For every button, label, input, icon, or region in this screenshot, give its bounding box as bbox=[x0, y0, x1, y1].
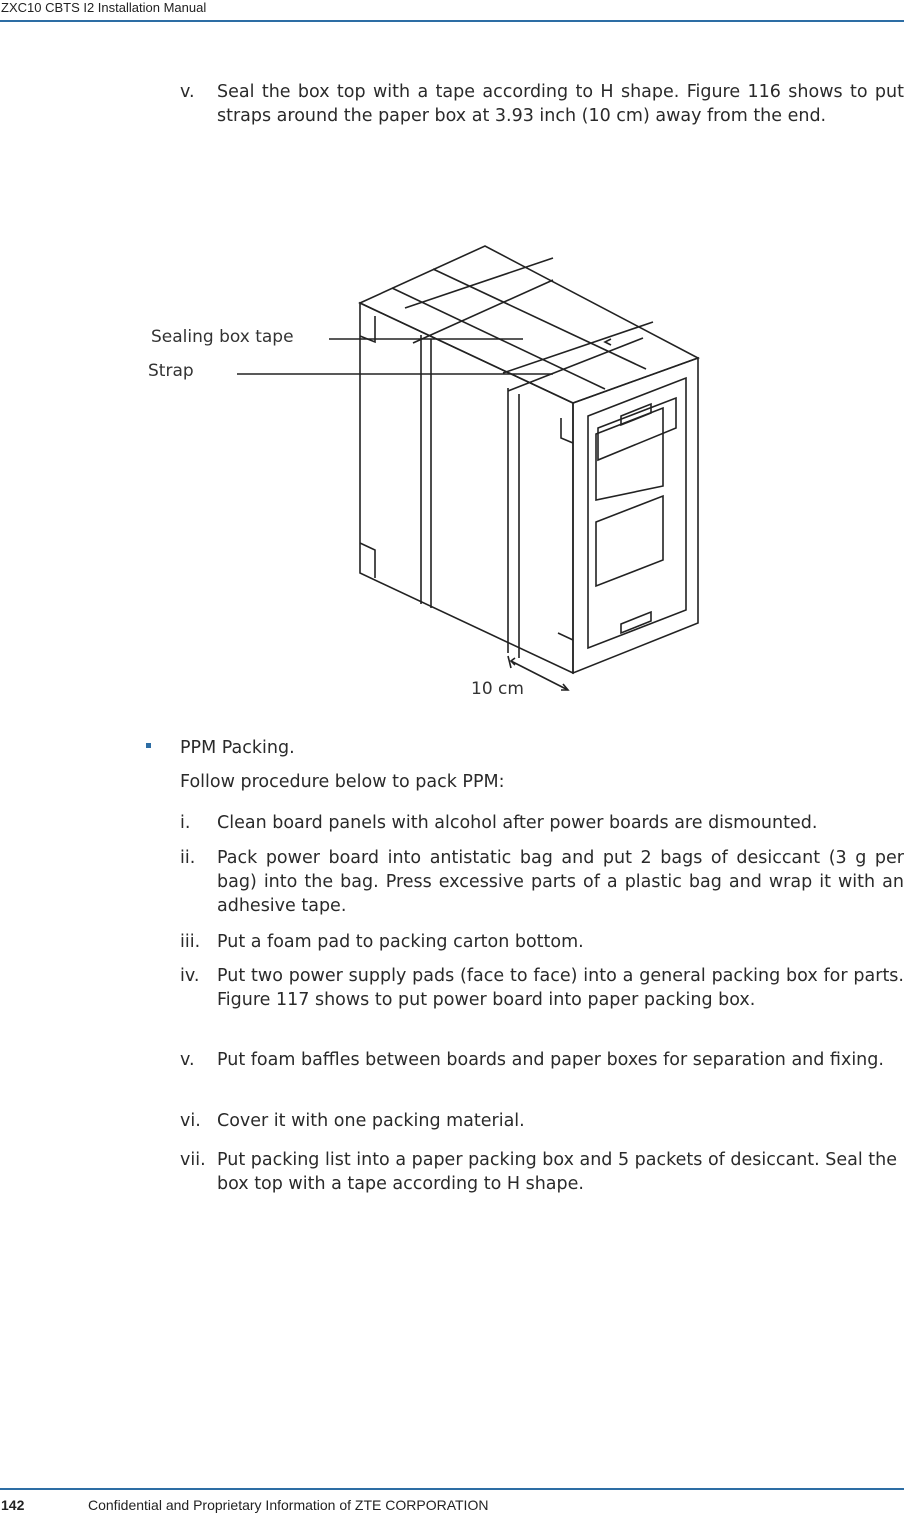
step-text: Put foam baffles between boards and paper boxes for separation and fixing. bbox=[217, 1050, 884, 1070]
step-number: vi. bbox=[180, 1111, 201, 1131]
page-header bbox=[0, 0, 904, 22]
box-illustration bbox=[143, 238, 723, 713]
page-footer bbox=[0, 1488, 904, 1518]
step-number: ii. bbox=[180, 848, 196, 868]
step-number: iii. bbox=[180, 932, 201, 952]
section-intro: Follow procedure below to pack PPM: bbox=[180, 772, 505, 792]
label-sealing-tape: Sealing box tape bbox=[151, 327, 294, 347]
step-text: Put two power supply pads (face to face) into a general packing box for parts. Figure 117 shows to put power board into paper packing box. bbox=[217, 966, 904, 1010]
step-text: Seal the box top with a tape according to H shape. Figure 116 shows to put straps around the paper box at 3.93 inch (10 cm) away from the end. bbox=[217, 82, 904, 126]
step-number: i. bbox=[180, 813, 191, 833]
step-text: Put a foam pad to packing carton bottom. bbox=[217, 932, 584, 952]
manual-title: ZXC10 CBTS I2 Installation Manual bbox=[1, 0, 207, 15]
step-number: iv. bbox=[180, 966, 200, 986]
step-number: v. bbox=[180, 1050, 195, 1070]
step-number: vii. bbox=[180, 1150, 206, 1170]
bullet-marker bbox=[146, 743, 151, 748]
step-text: Put packing list into a paper packing box and 5 packets of desiccant. Seal the box top with a tape according to H shape. bbox=[217, 1150, 898, 1194]
step-number: v. bbox=[180, 82, 195, 102]
label-strap: Strap bbox=[148, 361, 194, 381]
step-text: Cover it with one packing material. bbox=[217, 1111, 525, 1131]
box-side-face bbox=[573, 358, 698, 673]
section-title: PPM Packing. bbox=[180, 738, 295, 758]
page-number: 142 bbox=[1, 1497, 25, 1513]
confidentiality-notice: Confidential and Proprietary Information of ZTE CORPORATION bbox=[88, 1497, 489, 1513]
label-dimension: 10 cm bbox=[471, 679, 524, 699]
step-text: Pack power board into antistatic bag and put 2 bags of desiccant (3 g per bag) into the bag. Press excessive parts of a plastic bag and wrap it with an adhesive tape. bbox=[217, 848, 904, 916]
packing-box-figure bbox=[143, 238, 723, 713]
step-text: Clean board panels with alcohol after power boards are dismounted. bbox=[217, 813, 818, 833]
